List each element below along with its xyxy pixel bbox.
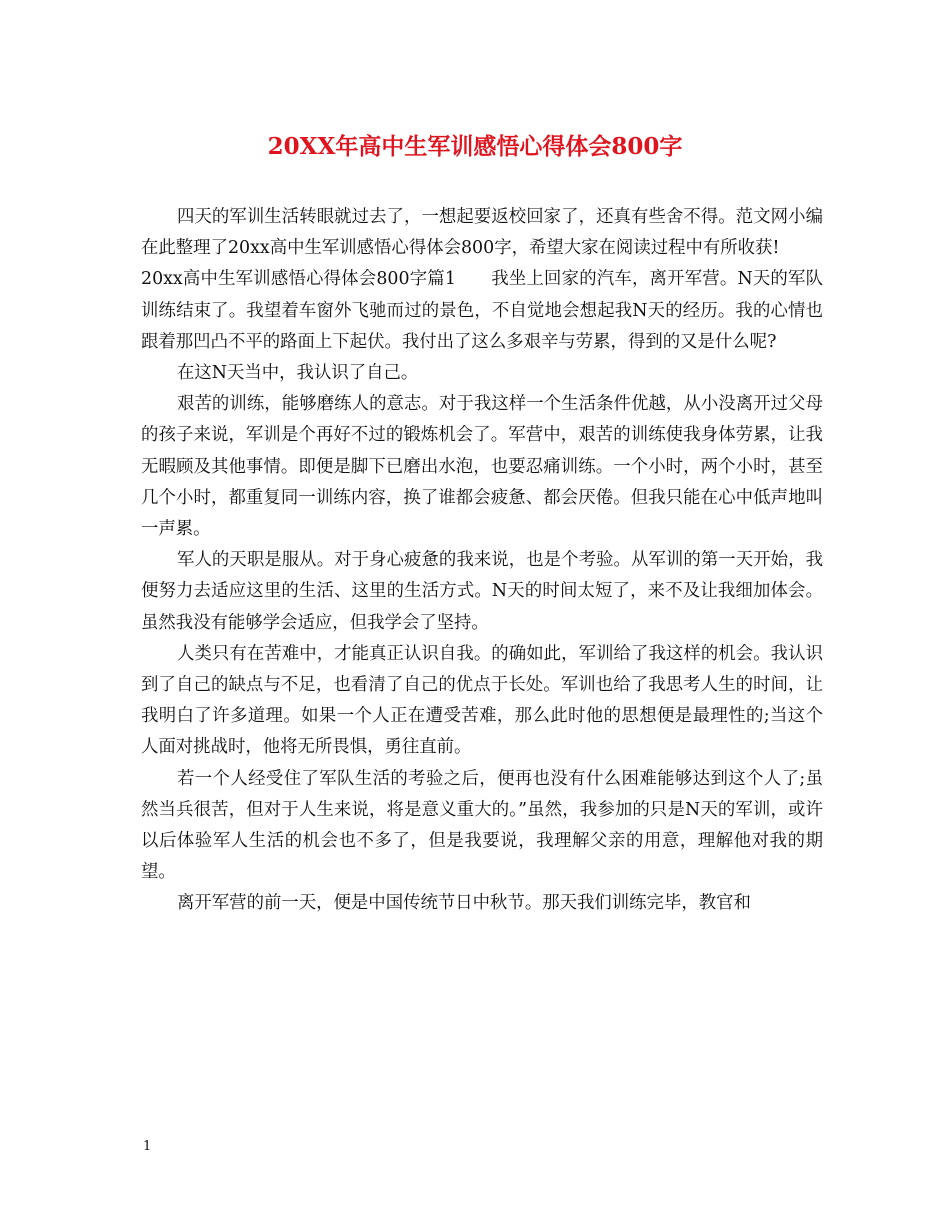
paragraph: 人类只有在苦难中，才能真正认识自我。的确如此，军训给了我这样的机会。我认识到了自己的缺点与不足，也看清了自己的优点于长处。军训也给了我思考人生的时间，让我明白了许多道理。如果一个人正在遭受苦难，那么此时他的思想便是最理性的;当这个人面对挑战时，他将无所畏惧，勇往直前。 — [141, 643, 823, 758]
paragraph: 离开军营的前一天，便是中国传统节日中秋节。那天我们训练完毕，教官和 — [177, 893, 751, 914]
paragraph: 军人的天职是服从。对于身心疲惫的我来说，也是个考验。从军训的第一天开始，我便努力去适应这里的生活、这里的生活方式。N天的时间太短了，来不及让我细加体会。虽然我没有能够学会适应，但我学会了坚持。 — [141, 550, 823, 633]
paragraph: 四天的军训生活转眼就过去了，一想起要返校回家了，还真有些舍不得。范文网小编在此整理了20xx高中生军训感悟心得体会800字，希望大家在阅读过程中有所收获! — [141, 207, 823, 259]
page-number: 1 — [143, 1139, 152, 1154]
paragraph: 艰苦的训练，能够磨练人的意志。对于我这样一个生活条件优越，从小没离开过父母的孩子来说，军训是个再好不过的锻炼机会了。军营中，艰苦的训练使我身体劳累，让我无暇顾及其他事情。即便是脚下已磨出水泡，也要忍痛训练。一个小时，两个小时，甚至几个小时，都重复同一训练内容，换了谁都会疲惫、都会厌倦。但我只能在心中低声地叫一声累。 — [141, 394, 823, 540]
paragraph: 若一个人经受住了军队生活的考验之后，便再也没有什么困难能够达到这个人了;虽然当兵很苦，但对于人生来说，将是意义重大的。”虽然，我参加的只是N天的军训，或许以后体验军人生活的机会也不多了，但是我要说，我理解父亲的用意，理解他对我的期望。 — [141, 768, 823, 883]
paragraph: 在这N天当中，我认识了自己。 — [177, 363, 419, 384]
document-body — [141, 202, 823, 920]
paragraph: 20xx高中生军训感悟心得体会800字篇1 我坐上回家的汽车，离开军营。N天的军队训练结束了。我望着车窗外飞驰而过的景色，不自觉地会想起我N天的经历。我的心情也跟着那凹凸不平的路面上下起伏。我付出了这么多艰辛与劳累，得到的又是什么呢? — [141, 269, 823, 352]
document-title: 20XX年高中生军训感悟心得体会800字 — [267, 133, 683, 160]
